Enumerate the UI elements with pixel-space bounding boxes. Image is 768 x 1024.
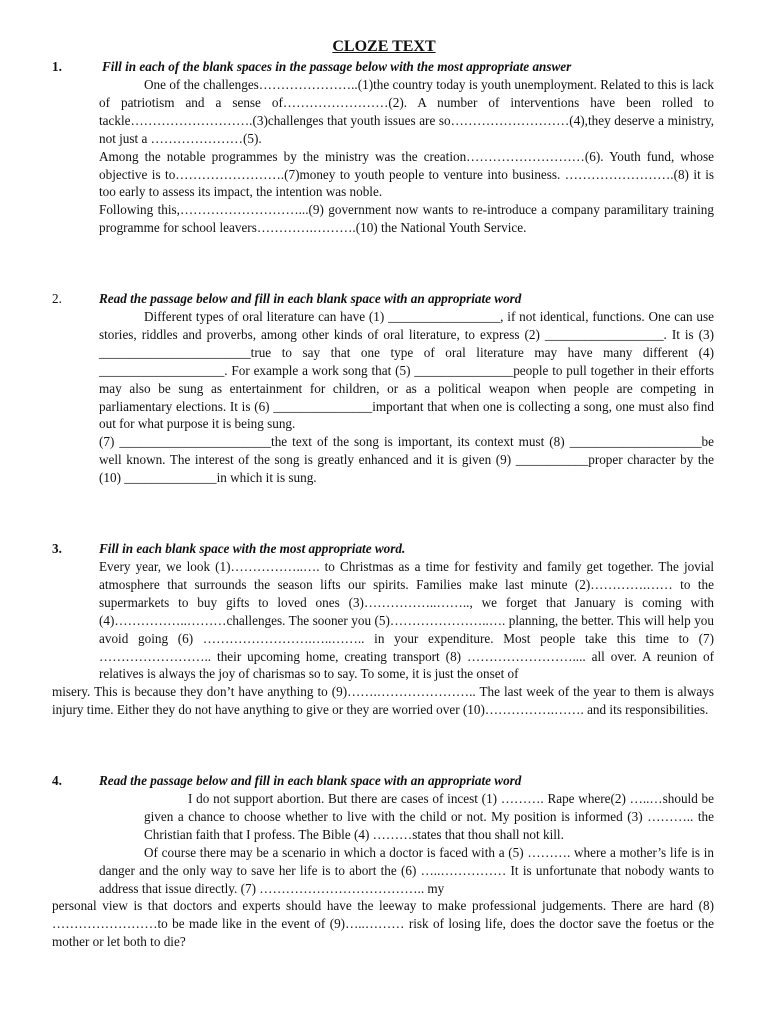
section-number: 1. (52, 59, 62, 74)
section-3-passage (52, 558, 714, 719)
section-2 (52, 290, 714, 487)
paragraph: misery. This is because they don’t have anything to (9)…….………………….. The last week of the year to them is always injury time. Either they do not have anything to give or they are worried over (10)…………….……. and its responsibilities. (52, 684, 714, 718)
section-4-header (52, 772, 714, 790)
section-1 (52, 58, 714, 237)
paragraph: Different types of oral literature can have (1) _________________, if not identical, functions. One can use stories, riddles and proverbs, among other kinds of oral literature, to express (2) __________________. It is (3) _______________________true to say that one type of oral literature may have many different (4) ___________________. For example a work song that (5) _______________people to pull together in their efforts may also be sung as entertainment for children, or as a political weapon when people are competing in parliamentary elections. It is (6) _______________important that when one is collecting a song, one must also find out for what purpose it is being sung. (99, 309, 714, 432)
section-instruction: Fill in each blank space with the most appropriate word. (99, 541, 406, 556)
section-number: 2. (52, 291, 62, 306)
paragraph-text: Following this,………………………...(9) government now wants to re-introduce a company paramilitary training programme for school leavers………….……….(10) the National Youth Service. (99, 202, 714, 236)
section-3-header (52, 540, 714, 558)
paragraph: Every year, we look (1)……………..…. to Christmas as a time for festivity and family get together. The jovial atmosphere that surrounds the season lifts our spirits. Families make last minute (2)………….…… to the supermarkets to buy gifts to loved ones (3)……………..…….., we forget that January is coming with (4)……………..………challenges. The sooner you (5)…………………..…. planning, the better. This will help you avoid going (6) …………………….…..…….. in your expenditure. Most people take this time to (7) …………………….. their upcoming home, creating transport (8) …………………….... all over. A reunion of relatives is always the joy of charismas so to say. To some, it is just the onset of (99, 559, 714, 682)
paragraph: Of course there may be a scenario in which a doctor is faced with a (5) ………. where a mother’s life is in danger and the only way to save her life is to abort the (6) …..…………… It is unfortunate that nobody wants to address that issue directly. (7) ……………………………….. my (99, 844, 714, 896)
section-4-passage (52, 790, 714, 951)
section-instruction: Read the passage below and fill in each blank space with an appropriate word (99, 291, 522, 306)
page-title: CLOZE TEXT (332, 38, 436, 55)
section-number: 4. (52, 773, 62, 788)
section-instruction: Fill in each of the blank spaces in the passage below with the most appropriate answer (102, 59, 572, 74)
section-2-header (52, 290, 714, 308)
section-1-header (52, 58, 714, 76)
section-3 (52, 540, 714, 719)
paragraph: (7) _______________________the text of the song is important, its context must (8) ____________________be well known. The interest of the song is greatly enhanced and it is given (9) ___________proper character by the (10) ______________in which it is sung. (99, 434, 714, 486)
section-instruction: Read the passage below and fill in each blank space with an appropriate word (99, 773, 522, 788)
paragraph (52, 201, 714, 237)
section-number: 3. (52, 541, 62, 556)
paragraph: Among the notable programmes by the ministry was the creation………………………(6). Youth fund, whose objective is to…………………….(7)money to youth people to venture into business. …………………….(8) it is too early to assess its impact, the intention was noble. (99, 148, 714, 200)
section-1-passage (52, 76, 714, 237)
section-2-passage (52, 308, 714, 487)
paragraph: I do not support abortion. But there are cases of incest (1) ………. Rape where(2) …..…should be given a chance to choose whether to live with the child or not. My position is informed (3) ……….. the Christian faith that I profess. The Bible (4) ………states that thou shall not kill. (144, 791, 714, 842)
paragraph: personal view is that doctors and experts should have the leeway to make professional judgements. There are hard (8) ……………………to be made like in the event of (9)…..……… risk of losing life, does the doctor save the foetus or the mother or let both to die? (52, 898, 714, 950)
section-4 (52, 772, 714, 951)
paragraph: One of the challenges…………………..(1)the country today is youth unemployment. Related to this is lack of patriotism and a sense of……………………(2). A number of interventions have been rolled to tackle……………………….(3)challenges that youth issues are so………………………(4),they deserve a ministry, not just a …………………(5). (99, 77, 714, 146)
